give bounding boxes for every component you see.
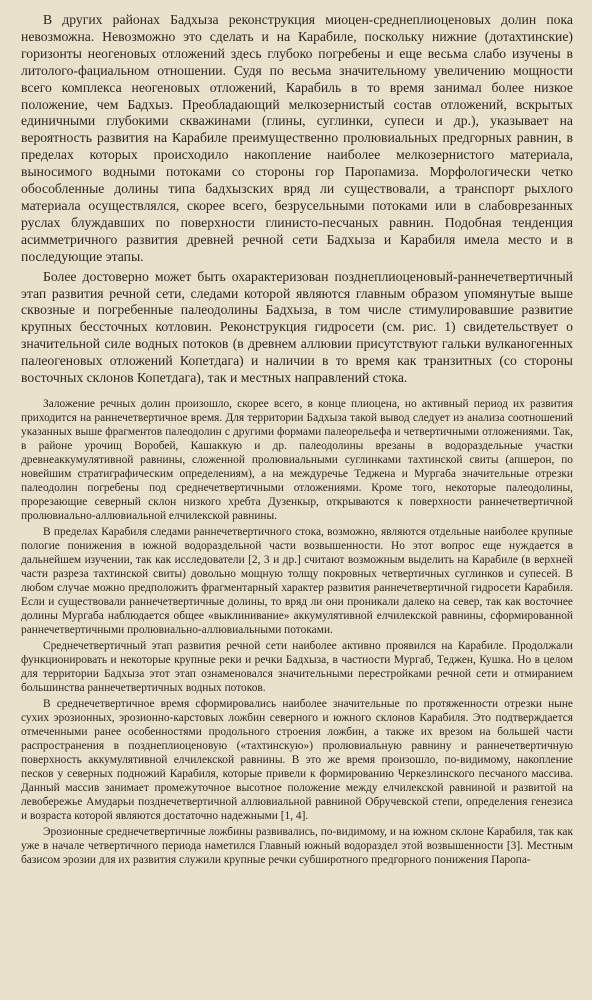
paragraph-reconstruction-badkhyz: В других районах Бадхыза реконструкция миоцен-среднеплиоценовых долин пока невозможна. Невозможно это сделать и на Карабиле, поскольку нижние (дотахтинские) горизонты неогеновых отложений здесь глубоко погребены и еще весьма слабо изучены в литолого-фациальном отношении. Судя по весьма значительному увеличению мощности всего комплекса неогеновых отложений, Карабиль в то время занимал более низкое положение, чем Бадхыз. Преобладающий мелкозернистый состав отложений, вскрытых единичными глубокими скважинами (глины, суглинки, супеси и др.), указывает на вероятность развития на Карабиле преимущественно пролювиальных предгорных равнин, в пределах которых происходило накопление наиболее мелкозернистого материала, выносимого водными потоками со стороны гор Паропамиза. Морфологически четко обособленные долины типа бадхызских вряд ли существовали, а транспорт рыхлого материала осуществлялся, скорее всего, безрусельными потоками или в слабоврезанных руслах блуждавших по поверхности глинисто-песчаных равнин. Подобная тенденция асимметричного развития древней речной сети Бадхыза и Карабиля имела место и в последующие этапы.: [21, 12, 573, 264]
paragraph-middle-quaternary-stage: Среднечетвертичный этап развития речной сети наиболее активно проявился на Карабиле. Продолжали функционировать и некоторые крупные реки и речки Бадхыза, в частности Мургаб, Теджен, Кушка. Но в целом для территории Бадхыза этот этап ознаменовался значительными перестройками речной сети и отмиранием большинства раннечетвертичных водных потоков.: [21, 639, 573, 694]
paragraph-late-pliocene-stage: Более достоверно может быть охарактеризован позднеплиоценовый-раннечетвертичный этап развития речной сети, следами которой являются главным образом упомянутые выше сквозные и погребенные палеодолины Бадхыза, в том числе стимулировавшие развитие крупных бессточных котловин. Реконструкция гидросети (см. рис. 1) свидетельствует о значительной силе водных потоков (в древнем аллювии присутствуют гальки вулканогенных палеогеновых отложений Копетдага) и наличии в то время как транзитных (со стороны восточных склонов Копетдага), так и местных направлений стока.: [21, 268, 573, 386]
paragraph-southern-slope: Эрозионные среднечетвертичные ложбины развивались, по-видимому, и на южном склоне Карабиля, так как уже в начале четвертичного периода наметился Главный южный водораздел этой возвышенности [3]. Местным базисом эрозии для их развития служили крупные речки субширотного предгорного понижения Паропа-: [21, 825, 573, 866]
paragraph-valley-origin: Заложение речных долин произошло, скорее всего, в конце плиоцена, но активный период их развития приходится на раннечетвертичное время. Для территории Бадхыза такой вывод следует из анализа соотношений указанных выше фрагментов палеодолин с другими формами палеорельефа и четвертичными отложениями. Так, в районе урочищ Воробей, Кашаккую и др. палеодолины врезаны в водораздельные участки древнеаккумулятивной равнины, сложенной пролювиальными суглинками тахтинской свиты (апшерон, по новейшим стратиграфическим определениям), а на междуречье Теджена и Мургаба значительные отрезки палеодолин погребены под среднечетвертичными отложениями. Кроме того, некоторые палеодолины, прорезающие северный склон низкого хребта Дузенкыр, открываются к поверхности раннечетвертичной пролювиально-аллювиальной елчилекской равнины.: [21, 397, 573, 522]
paragraph-karabil-runoff: В пределах Карабиля следами раннечетвертичного стока, возможно, являются отдельные наиболее крупные пологие понижения в южной водораздельной части возвышенности. Но этот вопрос еще нуждается в дальнейшем изучении, так как исследователи [2, 3 и др.] считают возможным выделить на Карабиле (в верхней части разреза тахтинской свиты) довольно мощную толщу покровных четвертичных суглинков и супесей. В любом случае можно предположить фрагментарный характер развития раннечетвертичной гидросети Карабиля. Если и существовали раннечетвертичные долины, то вряд ли они проникали далеко на север, так как восточнее долины Мургаба наблюдается общее «выклинивание» аккумулятивной елчилекской равнины, сформированной раннечетвертичными пролювиально-аллювиальными потоками.: [21, 525, 573, 636]
paragraph-erosion-hollows: В среднечетвертичное время сформировались наиболее значительные по протяженности отрезки ныне сухих эрозионных, эрозионно-карстовых ложбин северного и южного склонов Карабиля. Это подтверждается отмеченными ранее особенностями продольного строения ложбин, а также их врезом на большей части распространения в позднеплиоценовую («тахтинскую») пролювиальную равнину и раннечетвертичную поверхность аккумулятивной елчилекской равнины. В это же время произошло, по-видимому, накопление песков у северных подножий Карабиля, которые привели к формированию Черкезлинского песчаного массива. Данный массив занимает промежуточное высотное положение между елчилекской равниной и развитой на левобережье Амударьи позднечетвертичной аллювиальной равниной Обручевской степи, определения генезиса и возраста которой являются достаточно надежными [1, 4].: [21, 697, 573, 822]
